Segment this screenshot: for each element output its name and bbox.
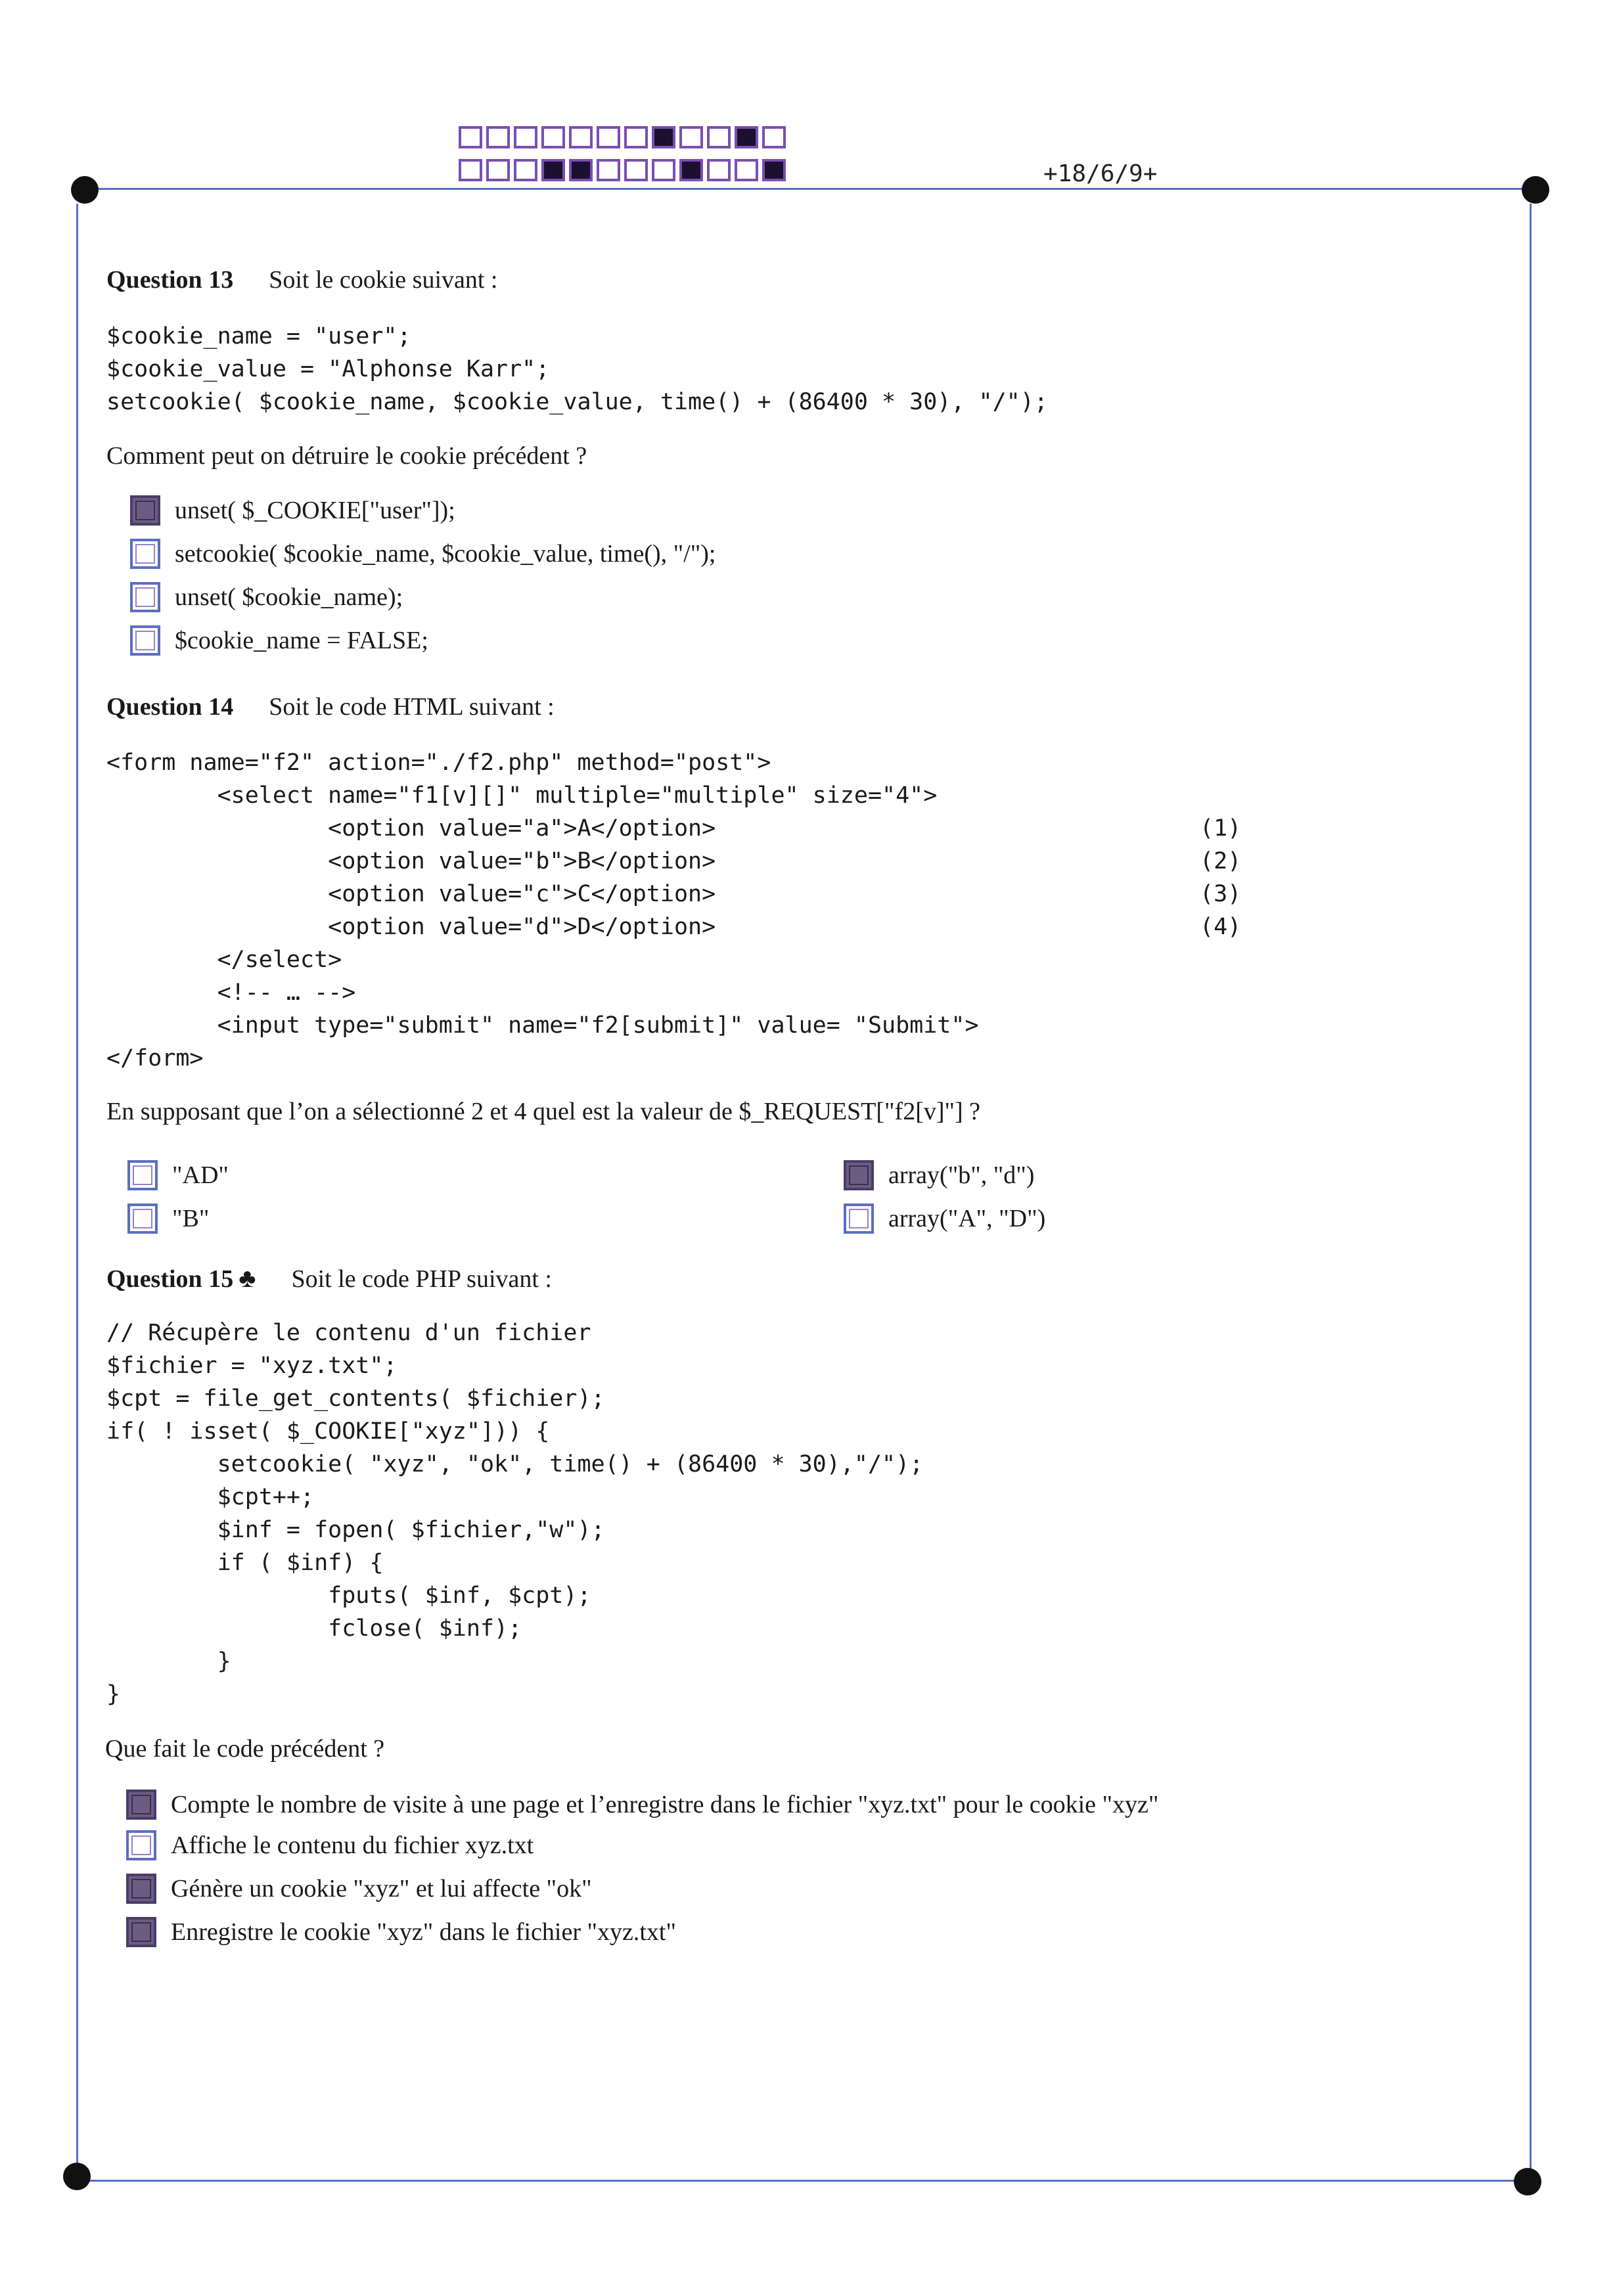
- question-13-prompt: Soit le cookie suivant :: [269, 266, 498, 294]
- id-cell: [679, 159, 703, 181]
- line-number-2: (2): [1200, 848, 1242, 874]
- corner-mark-bottom-left: [63, 2163, 91, 2190]
- question-15-answer-1-text: Compte le nombre de visite à une page et l’enregistre dans le fichier "xyz.txt" pour le cookie "xyz": [171, 1791, 1159, 1818]
- id-cell: [762, 159, 786, 181]
- question-13-label: Question 13: [106, 266, 234, 294]
- question-15-answer-4-text: Enregistre le cookie "xyz" dans le fichier "xyz.txt": [171, 1918, 676, 1946]
- question-14-checkbox-2[interactable]: [844, 1160, 874, 1190]
- question-14-checkbox-1[interactable]: [127, 1160, 158, 1190]
- question-13-answer-1[interactable]: [130, 495, 455, 526]
- frame-top: [89, 188, 1535, 190]
- question-14-checkbox-4[interactable]: [844, 1204, 874, 1234]
- question-15-label: [106, 1265, 256, 1293]
- question-14-answer-4[interactable]: [844, 1204, 1045, 1234]
- id-cell: [735, 159, 758, 181]
- id-cell: [486, 126, 510, 148]
- question-13-checkbox-3[interactable]: [130, 582, 160, 612]
- id-cell: [514, 159, 537, 181]
- question-14-answer-3[interactable]: [127, 1204, 209, 1234]
- line-number-3: (3): [1200, 881, 1242, 907]
- question-15-answer-2[interactable]: [126, 1830, 534, 1860]
- question-14-label: Question 14: [106, 693, 234, 721]
- id-cell: [652, 126, 675, 148]
- id-cell: [707, 126, 731, 148]
- id-cell: [624, 126, 648, 148]
- id-cell: [459, 126, 482, 148]
- id-cell: [652, 159, 675, 181]
- question-14-answer-1-text: "AD": [172, 1161, 229, 1189]
- id-cell: [762, 126, 786, 148]
- id-cell: [624, 159, 648, 181]
- id-cell: [569, 126, 593, 148]
- question-13-answer-2-text: setcookie( $cookie_name, $cookie_value, time(), "/");: [175, 540, 716, 568]
- frame-right: [1530, 204, 1532, 2174]
- question-13-code: $cookie_name = "user"; $cookie_value = "Alphonse Karr"; setcookie( $cookie_name, $cookie_value, time() + (86400 * 30), "/");: [106, 323, 1048, 415]
- question-13-answer-4[interactable]: [130, 625, 428, 656]
- question-14-title: [106, 692, 555, 721]
- id-cell: [459, 159, 482, 181]
- id-cell: [707, 159, 731, 181]
- question-14-code: <form name="f2" action="./f2.php" method="post"> <select name="f1[v][]" multiple="multiple" size="4"> <option value="a">A</option> <option value="b">B</option> <option value="c">C</option> <option value="d">D</option> </select> <!-- … --> <input type="submit" name="f2[submit]" value= "Submit"> </form>: [106, 750, 979, 1071]
- question-15-code: // Récupère le contenu d'un fichier $fichier = "xyz.txt"; $cpt = file_get_contents( $fichier); if( ! isset( $_COOKIE["xyz"])) { setcookie( "xyz", "ok", time() + (86400 * 30),"/"); $cpt++; $inf = fopen( $fichier,"w"); if ( $inf) { fputs( $inf, $cpt); fclose( $inf); } }: [106, 1320, 924, 1707]
- line-number-1: (1): [1200, 815, 1242, 842]
- id-cell: [679, 126, 703, 148]
- question-13-answer-3-text: unset( $cookie_name);: [175, 583, 403, 611]
- question-15-title: [106, 1263, 552, 1294]
- question-14-answer-3-text: "B": [172, 1205, 210, 1232]
- question-15-answer-3-text: Génère un cookie "xyz" et lui affecte "ok": [171, 1875, 592, 1902]
- question-15-answer-4[interactable]: [126, 1917, 676, 1947]
- id-cell: [597, 126, 620, 148]
- question-13-title: [106, 265, 498, 294]
- question-13-answer-3[interactable]: [130, 582, 403, 612]
- question-15-checkbox-2[interactable]: [126, 1830, 156, 1860]
- id-cell: [541, 159, 565, 181]
- corner-mark-bottom-right: [1514, 2168, 1541, 2195]
- question-14-prompt: Soit le code HTML suivant :: [269, 693, 555, 721]
- id-cell: [597, 159, 620, 181]
- question-13-checkbox-2[interactable]: [130, 539, 160, 569]
- question-14-answer-1[interactable]: [127, 1160, 229, 1190]
- question-13-question: Comment peut on détruire le cookie précédent ?: [106, 442, 587, 470]
- line-number-4: (4): [1200, 914, 1242, 940]
- question-15-checkbox-3[interactable]: [126, 1874, 156, 1904]
- question-15-label-text: Question 15: [106, 1265, 234, 1293]
- frame-bottom: [89, 2180, 1527, 2182]
- question-13-checkbox-1[interactable]: [130, 495, 160, 526]
- question-15-checkbox-4[interactable]: [126, 1917, 156, 1947]
- question-13-checkbox-4[interactable]: [130, 625, 160, 656]
- id-cell: [735, 126, 758, 148]
- id-cell: [514, 126, 537, 148]
- question-14-answer-2-text: array("b", "d"): [888, 1161, 1035, 1189]
- question-14-answer-2[interactable]: [844, 1160, 1034, 1190]
- corner-mark-top-right: [1522, 176, 1549, 204]
- question-15-answer-2-text: Affiche le contenu du fichier xyz.txt: [171, 1832, 534, 1859]
- page-id: +18/6/9+: [1043, 160, 1158, 187]
- corner-mark-top-left: [71, 176, 99, 204]
- id-code-row-2: [459, 159, 790, 181]
- question-14-checkbox-3[interactable]: [127, 1204, 158, 1234]
- question-13-answer-2[interactable]: [130, 539, 716, 569]
- id-cell: [541, 126, 565, 148]
- question-15-answer-3[interactable]: [126, 1874, 592, 1904]
- frame-left: [76, 204, 78, 2174]
- question-13-answer-1-text: unset( $_COOKIE["user"]);: [175, 497, 455, 524]
- id-cell: [569, 159, 593, 181]
- question-13-answer-4-text: $cookie_name = FALSE;: [175, 627, 428, 654]
- id-code-row-1: [459, 126, 790, 148]
- question-15-prompt: Soit le code PHP suivant :: [291, 1265, 552, 1293]
- club-icon: ♣: [239, 1263, 256, 1293]
- question-14-question: En supposant que l’on a sélectionné 2 et 4 quel est la valeur de $_REQUEST["f2[v]"] ?: [106, 1098, 981, 1125]
- question-15-checkbox-1[interactable]: [126, 1790, 156, 1820]
- question-14-answer-4-text: array("A", "D"): [888, 1205, 1046, 1232]
- question-15-question: Que fait le code précédent ?: [105, 1735, 385, 1763]
- question-15-answer-1[interactable]: [126, 1790, 1158, 1820]
- id-cell: [486, 159, 510, 181]
